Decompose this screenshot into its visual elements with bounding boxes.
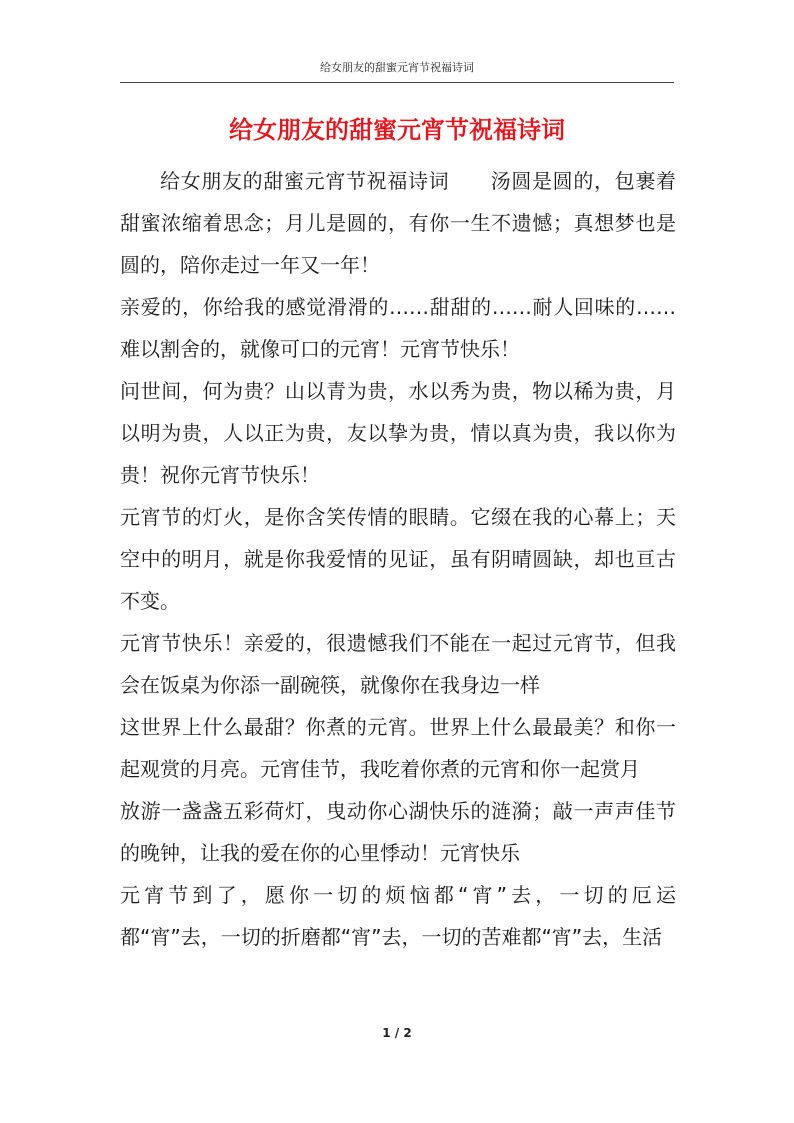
- paragraph: 这世界上什么最甜？你煮的元宵。世界上什么最最美？和你一起观赏的月亮。元宵佳节，我吃着你煮的元宵和你一起赏月: [120, 715, 676, 781]
- paragraph: 元宵节到了，愿你一切的烦恼都“宵”去，一切的厄运都“宵”去，一切的折磨都“宵”去，一切的苦难都“宵”去，生活: [120, 883, 676, 949]
- paragraph: 元宵节快乐！亲爱的，很遗憾我们不能在一起过元宵节，但我会在饭桌为你添一副碗筷，就像你在我身边一样: [120, 631, 676, 697]
- document-body: [120, 160, 676, 958]
- page-number: 1 / 2: [382, 1026, 412, 1040]
- paragraph-intro: 给女朋友的甜蜜元宵节祝福诗词 汤圆是圆的，包裹着甜蜜浓缩着思念；月儿是圆的，有你一生不遗憾；真想梦也是圆的，陪你走过一年又一年！: [120, 169, 676, 277]
- document-title: 给女朋友的甜蜜元宵节祝福诗词: [229, 116, 565, 144]
- paragraph: 元宵节的灯火，是你含笑传情的眼睛。它缀在我的心幕上；天空中的明月，就是你我爱情的见证，虽有阴晴圆缺，却也亘古不变。: [120, 505, 676, 613]
- running-header: 给女朋友的甜蜜元宵节祝福诗词: [320, 61, 474, 74]
- header-divider: [120, 82, 674, 83]
- paragraph: 放游一盏盏五彩荷灯，曳动你心湖快乐的涟漪；敲一声声佳节的晚钟，让我的爱在你的心里悸动！元宵快乐: [120, 799, 676, 865]
- paragraph: 亲爱的，你给我的感觉滑滑的……甜甜的……耐人回味的……难以割舍的，就像可口的元宵！元宵节快乐！: [120, 295, 676, 361]
- paragraph: 问世间，何为贵？山以青为贵，水以秀为贵，物以稀为贵，月以明为贵，人以正为贵，友以挚为贵，情以真为贵，我以你为贵！祝你元宵节快乐！: [120, 379, 676, 487]
